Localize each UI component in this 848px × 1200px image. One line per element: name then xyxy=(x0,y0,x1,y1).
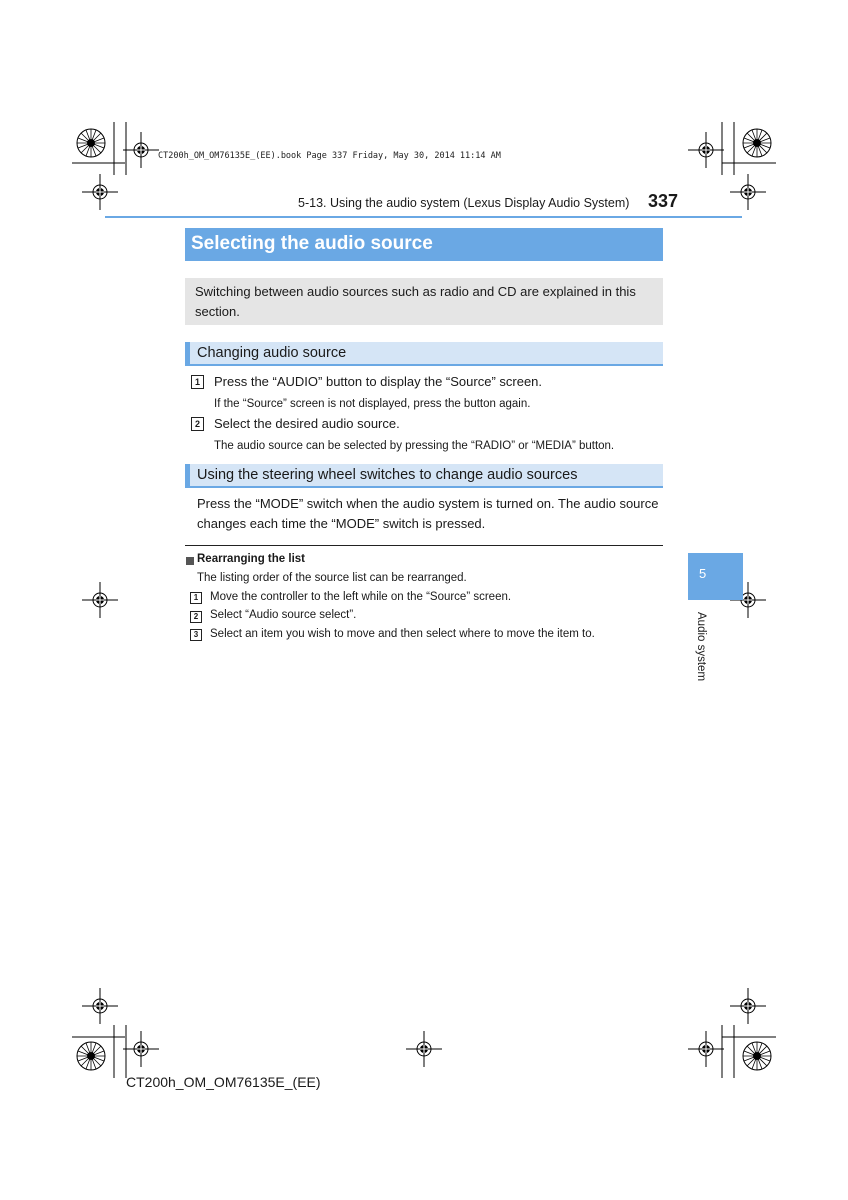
intro-box xyxy=(185,278,663,325)
section-heading-text: Using the steering wheel switches to change audio sources xyxy=(197,467,578,483)
subsection-description: The listing order of the source list can be rearranged. xyxy=(197,572,467,584)
step-number-box: 1 xyxy=(190,592,202,604)
step-note: The audio source can be selected by pressing the “RADIO” or “MEDIA” button. xyxy=(214,440,615,452)
subsection-heading: Rearranging the list xyxy=(197,553,305,565)
step-note: If the “Source” screen is not displayed, press the button again. xyxy=(214,398,531,410)
step-text: Select the desired audio source. xyxy=(214,416,400,431)
section-heading-changing-audio-source xyxy=(185,342,663,366)
section-heading-steering-switches xyxy=(185,464,663,488)
step-number-box: 2 xyxy=(190,611,202,623)
main-title-bar xyxy=(185,228,663,261)
header-section-title: 5-13. Using the audio system (Lexus Display Audio System) xyxy=(298,196,630,210)
page-number: 337 xyxy=(648,191,679,211)
step-text: Select “Audio source select”. xyxy=(210,609,357,621)
step-text: Press the “AUDIO” button to display the “Source” screen. xyxy=(214,374,543,389)
intro-text: Switching between audio sources such as radio and CD are explained in this section. xyxy=(195,284,636,319)
step-number-box: 1 xyxy=(191,375,204,389)
chapter-label: Audio system xyxy=(695,612,707,682)
section-body: Press the “MODE” switch when the audio system is turned on. The audio source changes each time the “MODE” switch is pressed. xyxy=(197,496,659,531)
square-bullet-icon xyxy=(186,557,194,565)
footer-doc-id: CT200h_OM_OM76135E_(EE) xyxy=(126,1074,321,1090)
section-heading-text: Changing audio source xyxy=(197,345,347,361)
chapter-tab xyxy=(688,553,743,600)
step-number-box: 2 xyxy=(191,417,204,431)
step-text: Select an item you wish to move and then select where to move the item to. xyxy=(210,628,595,640)
divider xyxy=(185,545,663,546)
main-title: Selecting the audio source xyxy=(191,233,433,254)
chapter-number: 5 xyxy=(699,566,707,581)
header-rule xyxy=(105,216,742,218)
step-text: Move the controller to the left while on the “Source” screen. xyxy=(210,591,512,603)
step-number-box: 3 xyxy=(190,629,202,641)
print-info: CT200h_OM_OM76135E_(EE).book Page 337 Friday, May 30, 2014 11:14 AM xyxy=(158,151,501,161)
